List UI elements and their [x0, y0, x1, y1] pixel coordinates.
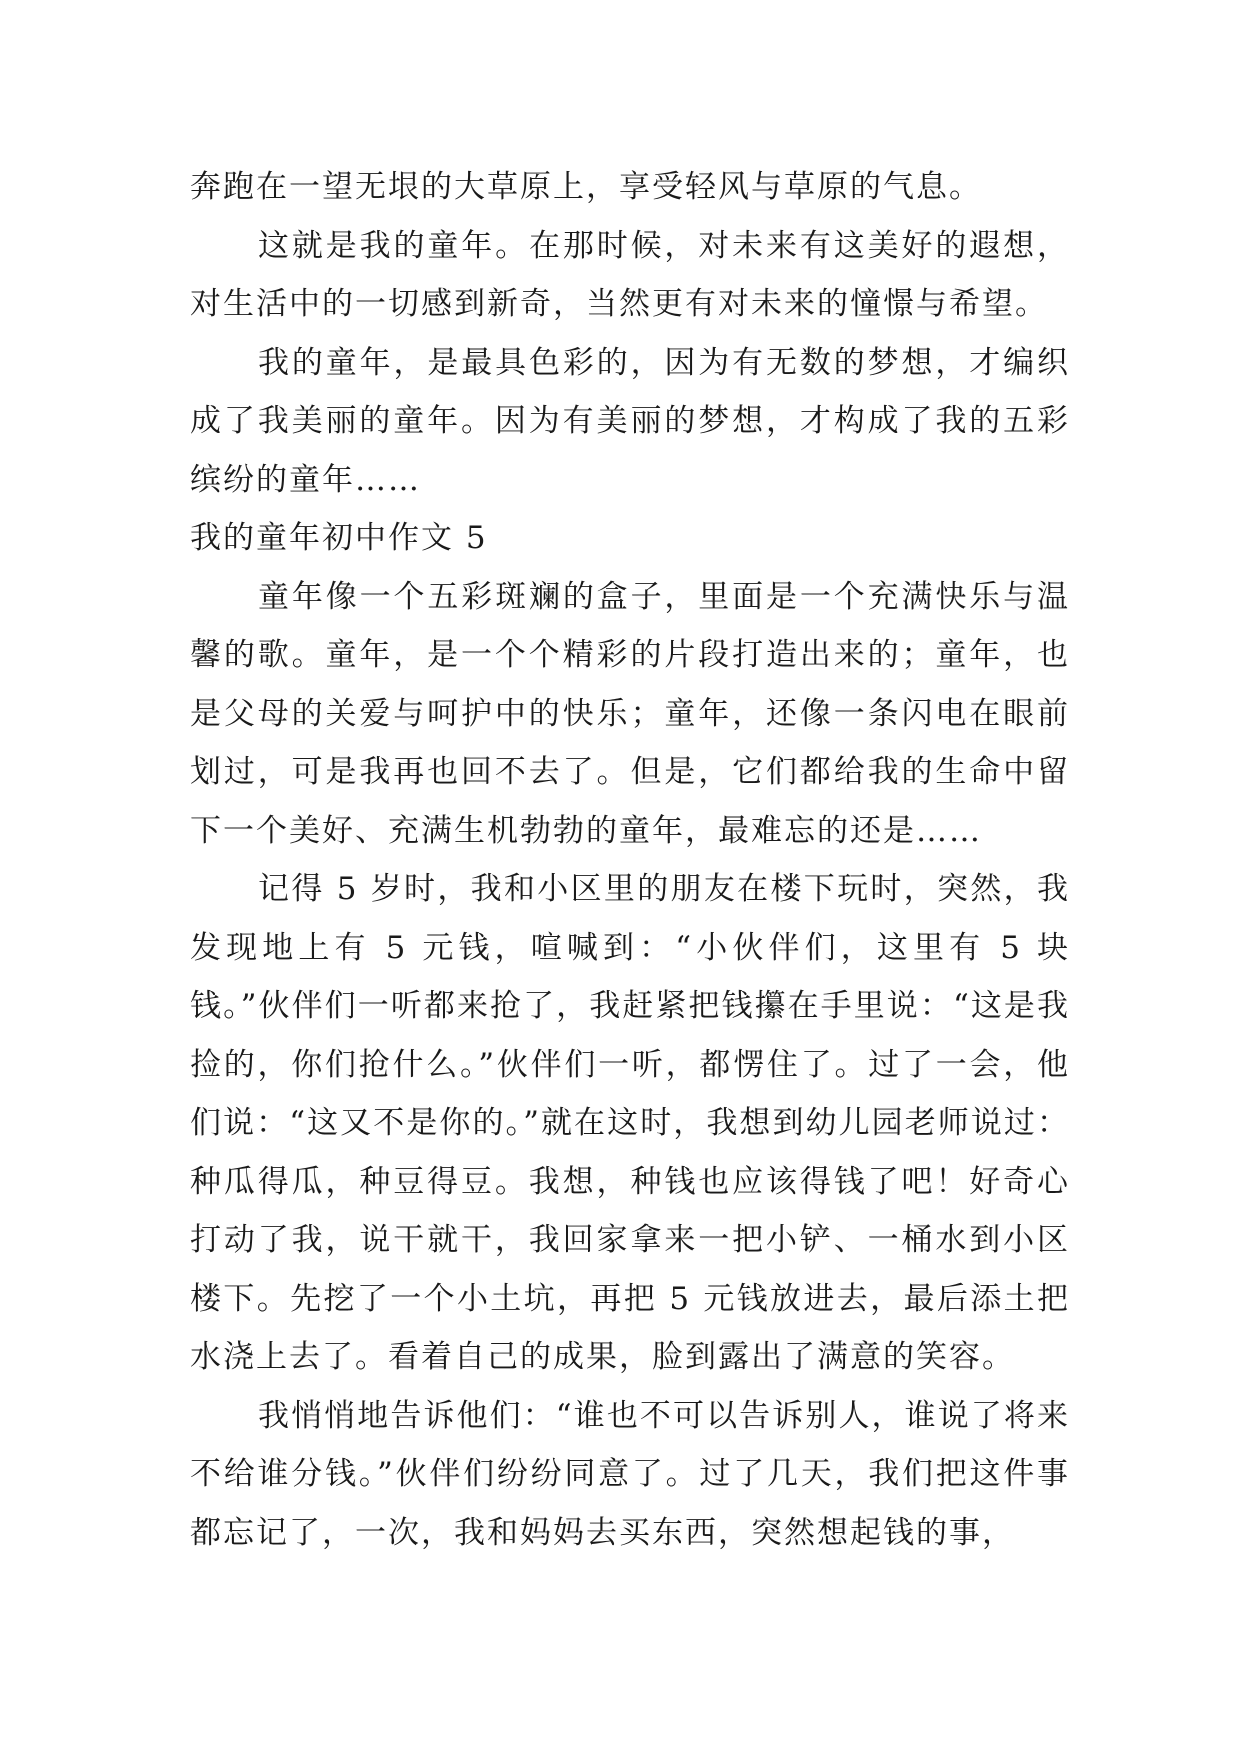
- document-body: [190, 158, 1070, 1562]
- paragraph-continuation: 奔跑在一望无垠的大草原上，享受轻风与草原的气息。: [190, 169, 982, 205]
- paragraph: 我悄悄地告诉他们：“谁也不可以告诉别人，谁说了将来不给谁分钱。”伙伴们纷纷同意了。过了几天，我们把这件事都忘记了，一次，我和妈妈去买东西，突然想起钱的事，: [190, 1397, 1070, 1551]
- section-heading: 我的童年初中作文 5: [190, 520, 488, 556]
- paragraph: 我的童年，是最具色彩的，因为有无数的梦想，才编织成了我美丽的童年。因为有美丽的梦想，才构成了我的五彩缤纷的童年……: [190, 344, 1070, 498]
- paragraph: 这就是我的童年。在那时候，对未来有这美好的遐想，对生活中的一切感到新奇，当然更有对未来的憧憬与希望。: [190, 227, 1070, 322]
- paragraph: 童年像一个五彩斑斓的盒子，里面是一个充满快乐与温馨的歌。童年，是一个个精彩的片段打造出来的；童年，也是父母的关爱与呵护中的快乐；童年，还像一条闪电在眼前划过，可是我再也回不去了。但是，它们都给我的生命中留下一个美好、充满生机勃勃的童年，最难忘的还是……: [190, 578, 1070, 849]
- paragraph: 记得 5 岁时，我和小区里的朋友在楼下玩时，突然，我发现地上有 5 元钱，喧喊到：“小伙伴们，这里有 5 块钱。”伙伴们一听都来抢了，我赶紧把钱攥在手里说：“这是我捡的，你们抢什么。”伙伴们一听，都愣住了。过了一会，他们说：“这又不是你的。”就在这时，我想到幼儿园老师说过：种瓜得瓜，种豆得豆。我想，种钱也应该得钱了吧！好奇心打动了我，说干就干，我回家拿来一把小铲、一桶水到小区楼下。先挖了一个小土坑，再把 5 元钱放进去，最后添土把水浇上去了。看着自己的成果，脸到露出了满意的笑容。: [190, 871, 1070, 1375]
